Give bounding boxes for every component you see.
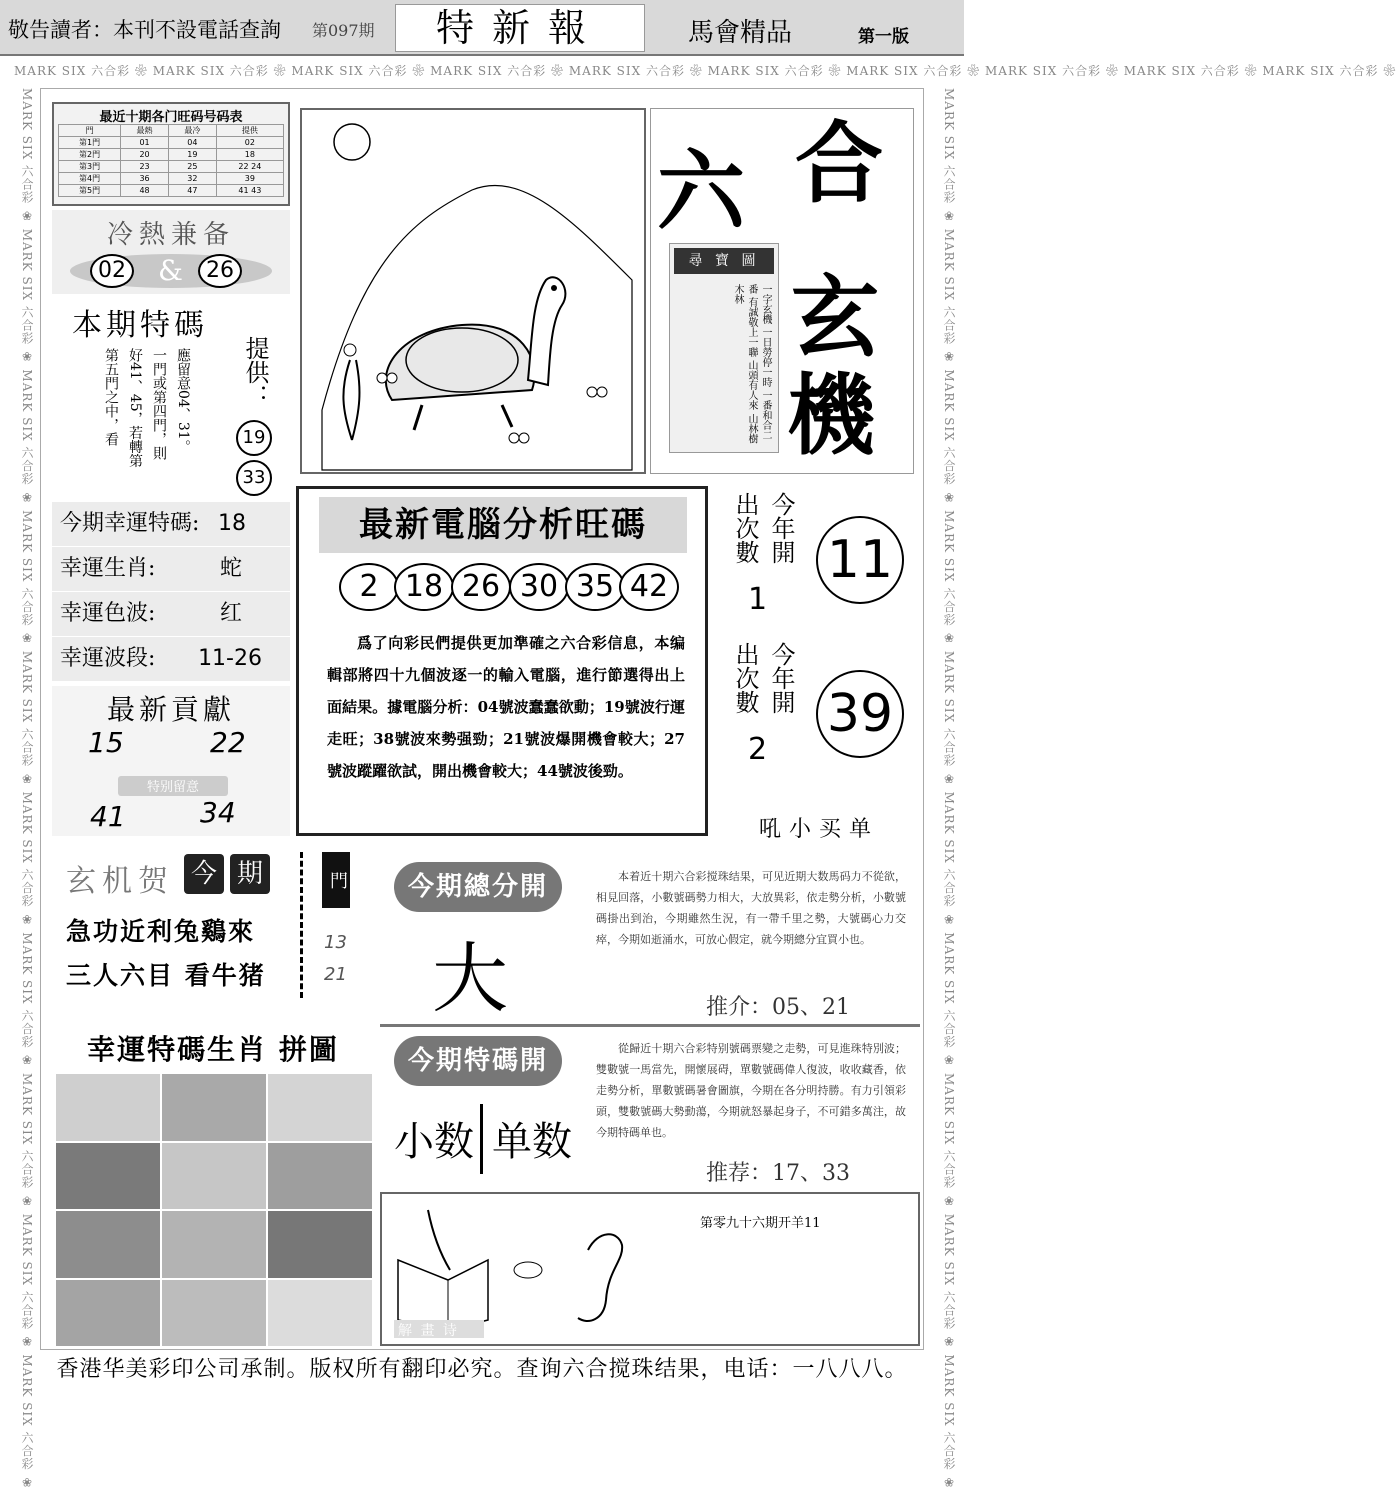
cold-hot-box xyxy=(52,210,290,294)
table-header-cell: 最冷 xyxy=(168,125,216,137)
puzzle-tile xyxy=(268,1074,372,1141)
lucky-band-label: 幸運波段: xyxy=(60,646,156,671)
riddle-caption: 第零九十六期开羊11 xyxy=(700,1216,821,1231)
footer-copyright: 香港华美彩印公司承制。版权所有翻印必究。查询六合搅珠结果，电话：一八八八。 xyxy=(56,1357,908,1382)
table-header-row xyxy=(59,125,284,137)
butterfly-number-1: 13 xyxy=(324,932,347,953)
contribution-num-3: 41 xyxy=(90,800,126,833)
contribution-box xyxy=(52,686,290,836)
table-cell: 04 xyxy=(168,137,216,149)
table-header-cell: 提供 xyxy=(216,125,283,137)
section-divider xyxy=(380,1024,920,1027)
special-code-text-4: 應留意04、31。 xyxy=(175,348,191,454)
special-open-section xyxy=(380,1030,920,1190)
special-code-text-1: 第五門之中，看 xyxy=(103,348,119,446)
gate-table xyxy=(58,124,284,197)
table-cell: 39 xyxy=(216,173,283,185)
puzzle-tile xyxy=(56,1074,160,1141)
mystery-char-1: 今 xyxy=(184,854,224,894)
turtle-drawing xyxy=(302,110,644,472)
table-cell: 20 xyxy=(121,149,169,161)
analysis-title: 最新電腦分析旺碼 xyxy=(319,497,687,553)
table-header-cell: 最熱 xyxy=(121,125,169,137)
watermark-top: MARK SIX 六合彩 ❀ MARK SIX 六合彩 ❀ MARK SIX 六合彩 ❀ MARK SIX 六合彩 ❀ MARK SIX 六合彩 ❀ MARK SIX 六合彩 ❀ MARK SIX 六合彩 ❀ MARK SIX 六合彩 ❀ MARK SIX 六合彩 ❀ MARK SIX 六合彩 ❀ xyxy=(14,64,1396,78)
puzzle-grid xyxy=(56,1074,372,1346)
gate-table-title: 最近十期各门旺码号码表 xyxy=(99,110,243,125)
year-number-2: 39 xyxy=(816,670,904,758)
table-cell: 47 xyxy=(168,185,216,197)
lucky-code-value: 18 xyxy=(218,511,246,536)
table-cell: 第5門 xyxy=(59,185,121,197)
puzzle-tile xyxy=(162,1143,266,1210)
treasure-scroll xyxy=(669,243,779,453)
count-value-1: 1 xyxy=(748,582,768,617)
contribution-title: 最新貢獻 xyxy=(106,693,235,726)
lucky-color-value: 红 xyxy=(219,601,242,626)
table-cell: 第3門 xyxy=(59,161,121,173)
butterfly-number-2: 21 xyxy=(324,964,347,985)
provide-ball-2: 33 xyxy=(236,460,272,496)
contribution-num-2: 22 xyxy=(210,726,246,759)
table-cell: 23 xyxy=(121,161,169,173)
mystery-line-2: 三人六目 看牛猪 xyxy=(66,961,266,990)
count-label-1: 出次數 xyxy=(731,492,759,564)
table-cell: 25 xyxy=(168,161,216,173)
table-row xyxy=(59,137,284,149)
puzzle-tile xyxy=(268,1211,372,1278)
ampersand: & xyxy=(158,254,183,287)
provide-label: 提供： xyxy=(241,336,269,408)
analysis-ball: 26 xyxy=(451,563,511,611)
watermark-right: MARK SIX 六合彩 ❀ MARK SIX 六合彩 ❀ MARK SIX 六合彩 ❀ MARK SIX 六合彩 ❀ MARK SIX 六合彩 ❀ MARK SIX 六合彩 ❀ MARK SIX 六合彩 ❀ MARK SIX 六合彩 ❀ MARK SIX 六合彩 ❀ MARK SIX 六合彩 ❀ xyxy=(942,88,956,1490)
year-count-box-2 xyxy=(722,640,916,790)
count-value-2: 2 xyxy=(748,732,768,767)
zodiac-puzzle xyxy=(52,1010,374,1350)
scroll-text: 一字玄機 一日勞停一時 一番和合二番 有誠敬上一聯 山頭有人來 山林樹木林 xyxy=(732,284,771,444)
contribution-num-4: 34 xyxy=(200,796,236,829)
lucky-zodiac-row xyxy=(52,547,290,591)
table-cell: 18 xyxy=(216,149,283,161)
puzzle-tile xyxy=(268,1280,372,1347)
dashed-divider xyxy=(300,852,304,998)
riddle-picture xyxy=(380,1192,920,1346)
scroll-caption: 尋 寶 圖 xyxy=(674,248,774,274)
puzzle-tile xyxy=(56,1280,160,1347)
special-open-right: 单数 xyxy=(492,1119,572,1165)
table-row xyxy=(59,161,284,173)
total-pill: 今期總分開 xyxy=(394,862,562,912)
lucky-color-row xyxy=(52,592,290,636)
door-label: 門 xyxy=(322,852,350,908)
analysis-ball: 18 xyxy=(394,563,454,611)
newspaper-title: 特新報 xyxy=(395,4,645,52)
cold-hot-oval xyxy=(70,254,272,288)
lucky-code-row xyxy=(52,502,290,546)
table-cell: 02 xyxy=(216,137,283,149)
puzzle-tile xyxy=(56,1143,160,1210)
table-cell: 19 xyxy=(168,149,216,161)
cold-hot-title: 冷熱兼备 xyxy=(106,220,235,250)
gate-hot-cold-table xyxy=(52,102,290,206)
table-row xyxy=(59,173,284,185)
special-open-pill: 今期特碼開 xyxy=(394,1036,562,1086)
riddle-stamp: 解 畫 诗 xyxy=(398,1323,459,1339)
count-label-2: 出次數 xyxy=(731,642,759,714)
analysis-ball: 2 xyxy=(339,563,399,611)
analysis-ball: 42 xyxy=(619,563,679,611)
liuhe-char-3: 玄 xyxy=(791,265,880,369)
turtle-illustration xyxy=(300,108,646,474)
lucky-box xyxy=(52,502,290,682)
year-count-box-1 xyxy=(722,490,916,640)
mystery-char-2: 期 xyxy=(230,854,270,894)
issue-number: 第097期 xyxy=(312,21,375,40)
special-code-text-2: 好41、45，若轉第 xyxy=(127,348,143,468)
computer-analysis-box xyxy=(296,486,708,836)
vertical-divider xyxy=(480,1104,483,1174)
year-label-1: 今年開 xyxy=(767,492,795,564)
table-cell: 第2門 xyxy=(59,149,121,161)
lucky-zodiac-label: 幸運生肖: xyxy=(60,556,156,581)
table-header-cell: 門 xyxy=(59,125,121,137)
newspaper-subtitle: 馬會精品 xyxy=(688,18,793,48)
provide-ball-1: 19 xyxy=(236,420,272,456)
table-cell: 41 43 xyxy=(216,185,283,197)
liuhe-char-4: 機 xyxy=(787,363,876,467)
special-code-text-3: 一門或第四門，則 xyxy=(151,348,167,460)
table-cell: 22 24 xyxy=(216,161,283,173)
puzzle-tile xyxy=(162,1211,266,1278)
puzzle-tile xyxy=(56,1211,160,1278)
special-notice-label: 特别留意 xyxy=(118,776,228,796)
mystery-box xyxy=(52,846,292,1002)
puzzle-tile xyxy=(162,1280,266,1347)
table-cell: 01 xyxy=(121,137,169,149)
table-row xyxy=(59,185,284,197)
puzzle-tile xyxy=(268,1143,372,1210)
table-cell: 第4門 xyxy=(59,173,121,185)
liuhe-char-1: 六 xyxy=(657,139,746,243)
special-open-paragraph: 從歸近十期六合彩特别號碼票變之走勢，可見進珠特別波；雙數號一馬當先，開懷展碍，單數號碼偉人復波，收收藏香，依走勢分析，單數號碼暑會圖旗，今期在各分明持勝。有力引領彩頭，雙數號碼大勢動蕩，今期就怒暴起身子，不可錯多萬注，故今期特碼单也。 xyxy=(596,1042,906,1139)
total-section xyxy=(380,852,920,1022)
lucky-zodiac-value: 蛇 xyxy=(219,556,242,581)
analysis-paragraph: 爲了向彩民們提供更加準確之六合彩信息，本编輯部將四十九個波逐一的輸入電腦，進行節選得出上面結果。據電腦分析：04號波蠢蠢欲動；19號波行運走旺；38號波來勢强勁；21號波爆開機會較大；27號波蹤躍欲試，開出機會較大；44號波後勁。 xyxy=(327,634,685,780)
analysis-ball: 30 xyxy=(509,563,569,611)
reader-notice: 敬告讀者：本刊不設電話查詢 xyxy=(8,18,281,42)
puzzle-title: 幸運特碼生肖 拼圖 xyxy=(87,1033,339,1066)
liuhe-char-2: 合 xyxy=(795,111,884,215)
watermark-left: MARK SIX 六合彩 ❀ MARK SIX 六合彩 ❀ MARK SIX 六合彩 ❀ MARK SIX 六合彩 ❀ MARK SIX 六合彩 ❀ MARK SIX 六合彩 ❀ MARK SIX 六合彩 ❀ MARK SIX 六合彩 ❀ MARK SIX 六合彩 ❀ MARK SIX 六合彩 ❀ xyxy=(20,88,34,1490)
lucky-band-row xyxy=(52,637,290,681)
total-paragraph: 本着近十期六合彩搅珠结果，可见近期大数馬码力不從欲，相見回落，小數號碼勢力相大，大放異彩，依走勢分析，小數號碼掛出到治，今期雖然生況，有一帶千里之勢，大號碼心力交瘁，今期如逝涌水，可放心假定，就今期總分宜買小也。 xyxy=(596,870,906,946)
special-open-recommend: 推荐：17、33 xyxy=(706,1161,850,1186)
year-number-1: 11 xyxy=(816,516,904,604)
special-open-left: 小数 xyxy=(394,1119,474,1165)
special-code-box xyxy=(52,296,290,492)
analysis-ball: 35 xyxy=(565,563,625,611)
special-code-title: 本期特碼 xyxy=(72,308,208,343)
total-recommend: 推介：05、21 xyxy=(706,995,850,1020)
table-cell: 36 xyxy=(121,173,169,185)
header-bar xyxy=(0,0,964,56)
lucky-code-label: 今期幸運特碼: xyxy=(60,511,200,536)
buy-slogan: 吼小买单 xyxy=(758,817,879,842)
total-big-char: 大 xyxy=(432,934,508,1023)
mystery-line-1: 急功近利兔鷄來 xyxy=(66,917,256,946)
cold-hot-ball-b: 26 xyxy=(198,254,242,288)
table-cell: 32 xyxy=(168,173,216,185)
page-label: 第一版 xyxy=(858,27,909,47)
puzzle-tile xyxy=(162,1074,266,1141)
liuhe-mystery-panel xyxy=(650,108,914,474)
cold-hot-ball-a: 02 xyxy=(90,254,134,288)
table-cell: 第1門 xyxy=(59,137,121,149)
table-cell: 48 xyxy=(121,185,169,197)
riddle-drawing xyxy=(388,1200,688,1340)
year-label-2: 今年開 xyxy=(767,642,795,714)
lucky-color-label: 幸運色波: xyxy=(60,601,156,626)
table-row xyxy=(59,149,284,161)
contribution-num-1: 15 xyxy=(88,726,124,759)
mystery-title: 玄机贺 xyxy=(66,864,174,899)
lucky-band-value: 11-26 xyxy=(198,646,262,671)
